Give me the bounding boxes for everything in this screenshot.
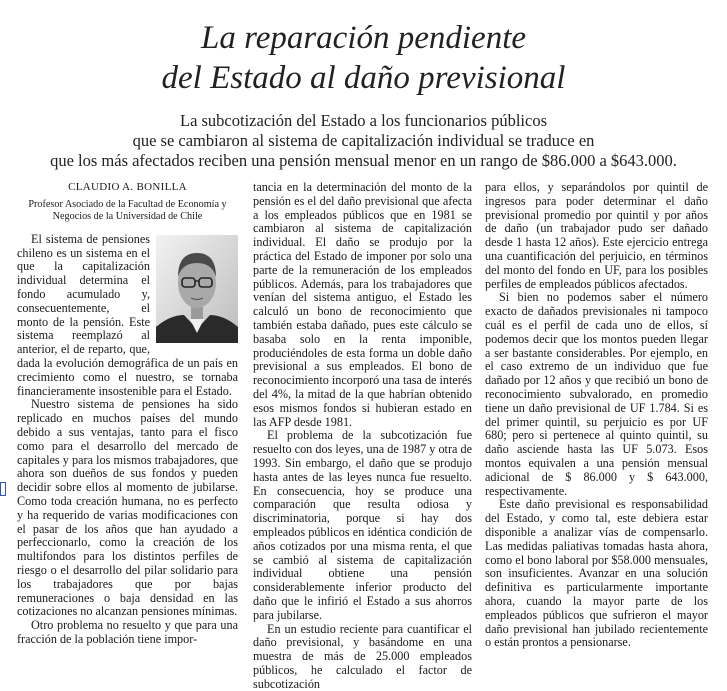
column-3 <box>485 181 708 650</box>
column-2 <box>253 181 472 691</box>
paragraph: El sistema de pensiones chileno es un sistema en el que la capitalización individual determina el fondo acumulado y, consecuentemente, el monto de la pensión. Este sistema reemplazó al anterior, el de reparto, que, dada la evolución demográfica de un país en crecimiento como el nuestro, se tornaba financieramente insostenible para el Estado. <box>17 233 238 399</box>
subtitle-line: La subcotización del Estado a los funcionarios públicos <box>0 111 727 131</box>
paragraph: Otro problema no resuelto y que para una fracción de la población tiene impor- <box>17 619 238 647</box>
author-affiliation: Profesor Asociado de la Facultad de Economía y Negocios de la Universidad de Chile <box>17 199 238 223</box>
paragraph: En un estudio reciente para cuantificar el daño previsional, y basándome en una muestra de más de 25.000 empleados públicos, he calculado el factor de subcotización <box>253 623 472 691</box>
paragraph: para ellos, y separándolos por quintil de ingresos para poder determinar el daño previsional promedio por quintil y por años de daño (un trabajador pudo ser dañado desde 1 hasta 12 años). Este ejercicio entrega una cuantificación del perjuicio, en términos del monto del fondo en UF, para los posibles perfiles de empleados públicos afectados. <box>485 181 708 291</box>
subtitle-line: que se cambiaron al sistema de capitalización individual se traduce en <box>0 131 727 151</box>
paragraph: Si bien no podemos saber el número exacto de dañados previsionales ni tampoco cuál es el perfil de cada uno de ellos, sí podemos decir que los montos pueden llegar a ser bastante considerables. Por ejemplo, en el caso extremo de un individuo que fue dañado por 12 años y que recibió un bono de reconocimiento subvalorado, en promedio tiene un daño previsional de UF 1.784. Si es del primer quintil, su perjuicio es por UF 680; pero si pertenece al quinto quintil, su daño asciende hasta las UF 5.073. Esos montos equivalen a una pensión mensual adicional de $ 86.000 y $ 643.000, respectivamente. <box>485 291 708 498</box>
article-subtitle <box>0 111 727 171</box>
author-photo <box>156 235 238 343</box>
paragraph: Este daño previsional es responsabilidad del Estado, y como tal, este debiera estar disponible a analizar vías de compensarlo. Las medidas paliativas tomadas hasta ahora, como el bono laboral por $58.000 mensuales, son insuficientes. Avanzar en una solución definitiva es particularmente importante ahora, cuando la mayor parte de los empleados públicos que sufrieron el mayor daño previsional han jubilado recientemente o están prontos a pensionarse. <box>485 498 708 650</box>
title-line: La reparación pendiente <box>0 18 727 58</box>
title-line: del Estado al daño previsional <box>0 58 727 98</box>
paragraph: Nuestro sistema de pensiones ha sido replicado en muchos países del mundo debido a sus ventajas, tanto para el fisco como para el desarrollo del mercado de capitales y para los mismos trabajadores, que ahora son dueños de sus fondos y pueden decidir sobre ellos al momento de jubilarse. Como toda creación humana, no es perfecto y ha requerido de varias modificaciones con el pasar de los años que han ayudado a perfeccionarlo, como la creación de los multifondos para los distintos perfiles de riesgo o el desarrollo del pilar solidario para los trabajadores que por bajas remuneraciones o baja densidad en las cotizaciones no alcanzan pensiones mínimas. <box>17 398 238 619</box>
margin-marker <box>0 482 6 496</box>
paragraph: tancia en la determinación del monto de la pensión es el del daño previsional que afecta a los empleados públicos que en 1981 se cambiaron al sistema de capitalización individual. El daño se produjo por la práctica del Estado de imponer por solo una parte de la remuneración de los empleados públicos. Además, para los trabajadores que venían del sistema antiguo, el Estado les calculó un bono de reconocimiento que también estaba dañado, pues este cálculo se basaba solo en la renta imponible, produciéndoles de esta forma un doble daño previsional a sus empleados. El bono de reconocimiento incorporó una tasa de interés del 4%, la mitad de la que habrían obtenido esos mismos fondos si hubieran estado en las AFP desde 1981. <box>253 181 472 429</box>
article-title <box>0 18 727 98</box>
subtitle-line: que los más afectados reciben una pensión mensual menor en un rango de $86.000 a $643.000. <box>0 151 727 171</box>
author-name: CLAUDIO A. BONILLA <box>17 181 238 195</box>
paragraph: El problema de la subcotización fue resuelto con dos leyes, una de 1987 y otra de 1993. Sin embargo, el daño que se produjo hasta antes de las leyes nunca fue resuelto. En consecuencia, hoy se produce una comparación que resulta odiosa y discriminatoria, porque si hay dos empleados públicos en idéntica condición de años cotizados por una misma renta, el que se cambió al sistema de capitalización individual obtiene una pensión considerablemente inferior producto del daño que le infirió el Estado a sus ahorros para jubilarse. <box>253 429 472 622</box>
column-1 <box>17 181 238 647</box>
